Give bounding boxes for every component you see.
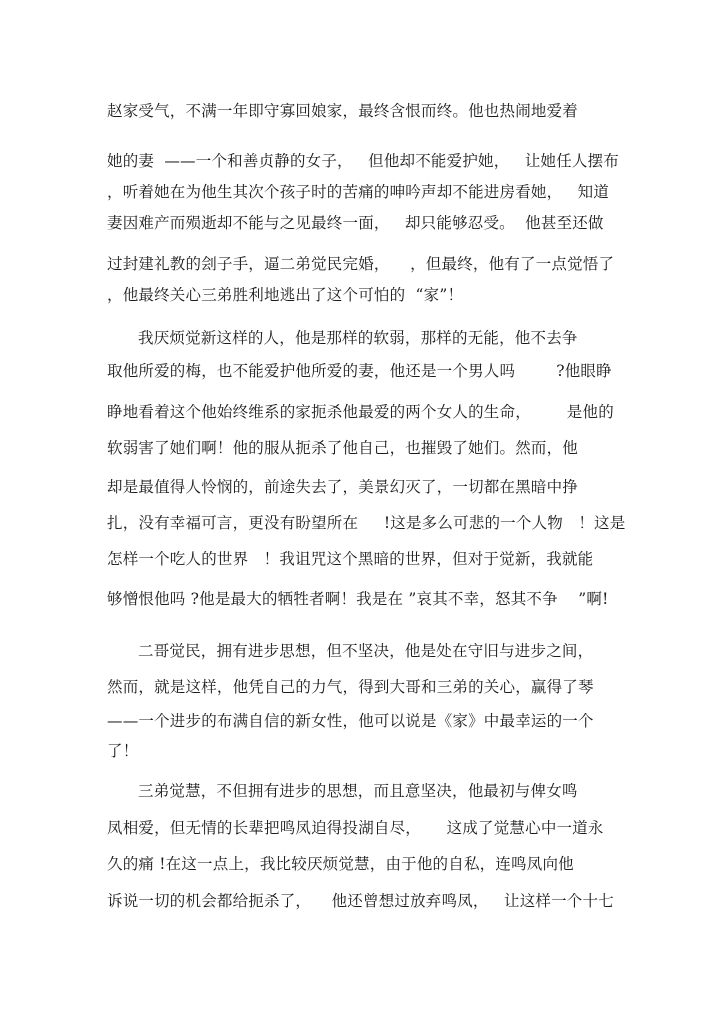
text-line: 久的痛 !在这一点上，我比较厌烦觉慧，由于他的自私，连鸣凤向他: [107, 855, 574, 873]
text-line: 睁地看着这个他始终维系的家扼杀他最爱的两个女人的生命， 是他的: [107, 403, 614, 421]
text-line: 够憎恨他吗 ?他是最大的牺牲者啊！我是在 ”哀其不幸，怒其不争 ”啊!: [107, 590, 609, 608]
text-line: 她的妻 ——一个和善贞静的女子， 但他却不能爱护她， 让她任人摆布: [107, 152, 620, 170]
text-line: 诉说一切的机会都给扼杀了， 他还曾想过放弃鸣凤， 让这样一个十七: [107, 892, 614, 910]
text-line: 凤相爱，但无情的长辈把鸣凤迫得投湖自尽， 这成了觉慧心中一道永: [107, 819, 604, 837]
text-line: 过封建礼教的刽子手，逼二弟觉民完婚， ，但最终，他有了一点觉悟了: [107, 255, 615, 273]
text-line: 取他所爱的梅，也不能爱护他所爱的妻，他还是一个男人吗 ?他眼睁: [107, 362, 612, 380]
text-line: 却是最值得人怜悯的，前途失去了，美景幻灭了，一切都在黑暗中挣: [107, 478, 579, 496]
text-line: 二哥觉民，拥有进步思想，但不坚决，他是处在守旧与进步之间，: [138, 642, 594, 660]
text-line: 了！: [107, 742, 139, 760]
text-line: 怎样一个吃人的世界 ！我诅咒这个黑暗的世界，但对于觉新，我就能: [107, 550, 594, 568]
text-line: ，他最终关心三弟胜利地逃出了这个可怕的 “家”！: [107, 286, 464, 304]
text-line: 扎，没有幸福可言，更没有盼望所在 !这是多么可悲的一个人物 ！这是: [107, 514, 626, 532]
text-line: 我厌烦觉新这样的人，他是那样的软弱，那样的无能，他不去争: [138, 329, 578, 347]
text-line: 三弟觉慧，不但拥有进步的思想，而且意坚决，他最初与俾女鸣: [138, 782, 578, 800]
text-line: 然而，就是这样，他凭自己的力气，得到大哥和三弟的关心，赢得了琴: [107, 678, 594, 696]
text-line: 妻因难产而殒逝却不能与之见最终一面， 却只能够忍受。 他甚至还做: [107, 214, 604, 232]
text-line: 软弱害了她们啊！他的服从扼杀了他自己，也摧毁了她们。然而，他: [107, 439, 579, 457]
text-line: ，听着她在为他生其次个孩子时的苦痛的呻吟声却不能进房看她， 知道: [107, 183, 610, 201]
text-line: ——一个进步的布满自信的新女性，他可以说是《家》中最幸运的一个: [107, 712, 594, 730]
text-line: 赵家受气，不满一年即守寡回娘家，最终含恨而终。他也热闹地爱着: [107, 102, 579, 120]
